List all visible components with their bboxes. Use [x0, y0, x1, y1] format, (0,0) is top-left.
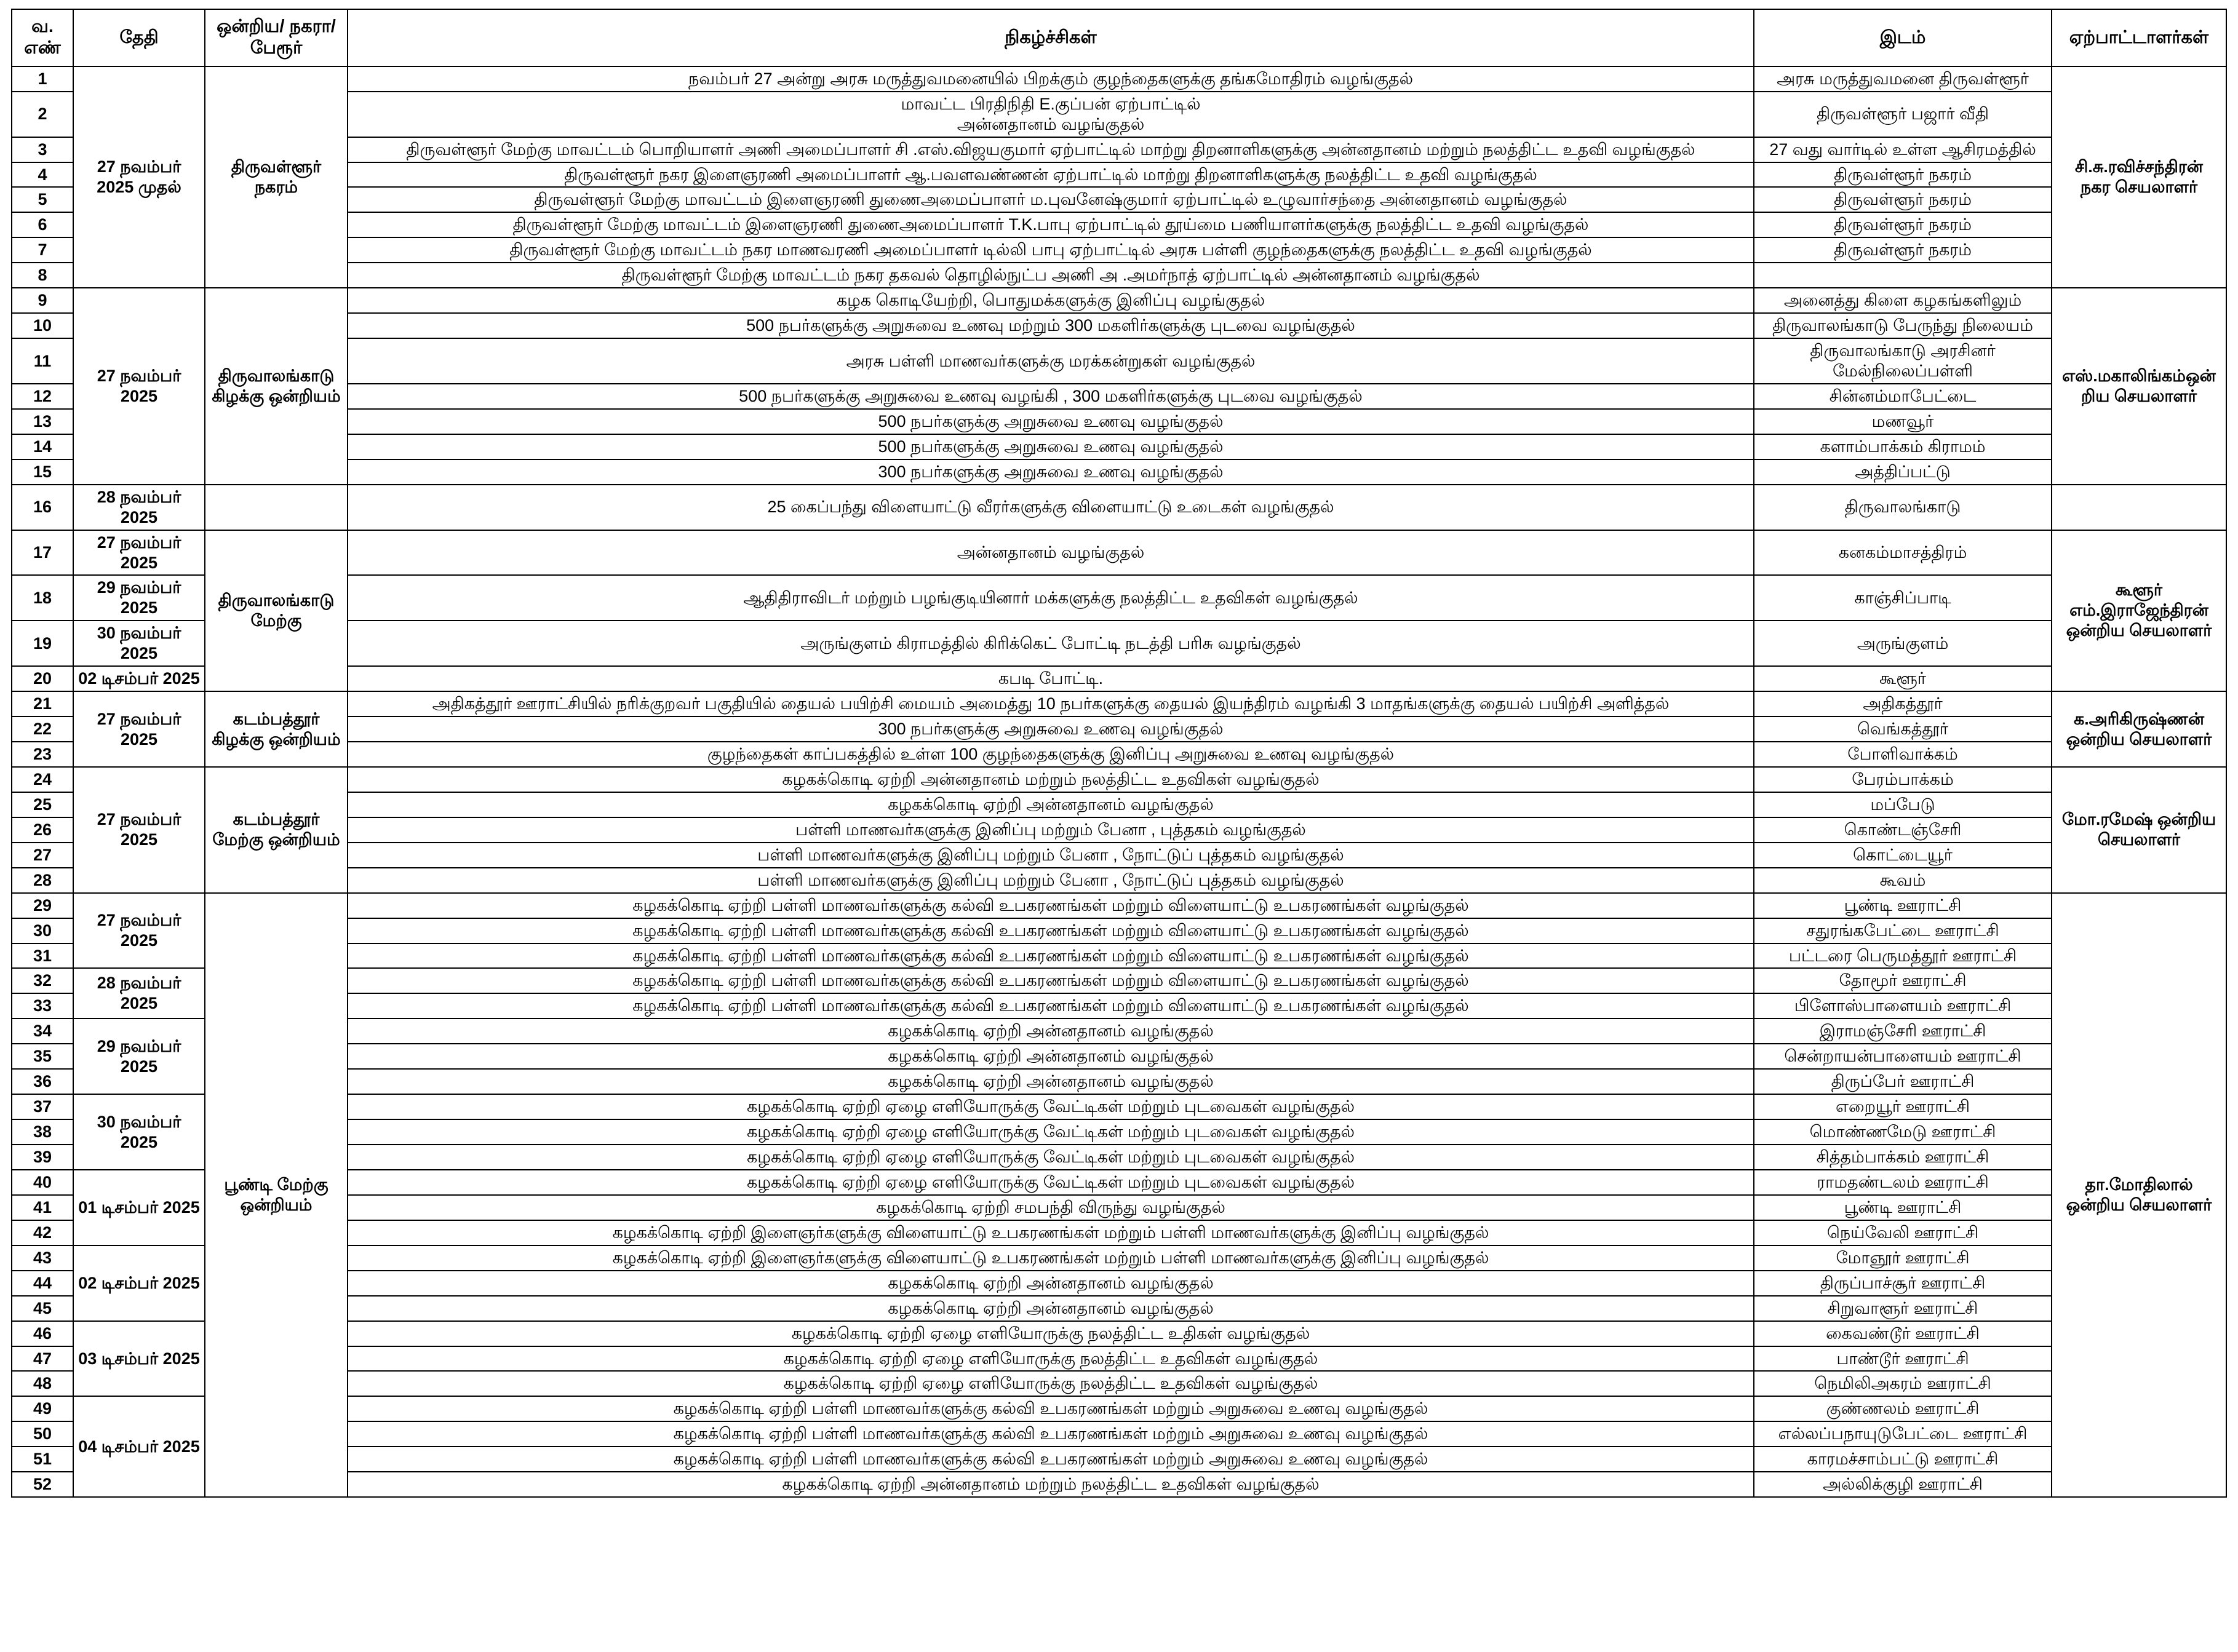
- table-row: [12, 893, 2226, 918]
- cell-serial: 35: [12, 1044, 73, 1069]
- cell-event: கழகக்கொடி ஏற்றி அன்னதானம் வழங்குதல்: [348, 1044, 1754, 1069]
- cell-serial: 14: [12, 434, 73, 459]
- table-row: [12, 691, 2226, 717]
- cell-serial: 37: [12, 1094, 73, 1119]
- cell-place: அரசு மருத்துவமனை திருவள்ளூர்: [1754, 66, 2052, 92]
- cell-event: அரசு பள்ளி மாணவர்களுக்கு மரக்கன்றுகள் வழங்குதல்: [348, 338, 1754, 384]
- cell-place: பேரம்பாக்கம்: [1754, 767, 2052, 792]
- cell-event: கழகக்கொடி ஏற்றி பள்ளி மாணவர்களுக்கு கல்வி உபகரணங்கள் மற்றும் விளையாட்டு உபகரணங்கள் வழங்குதல்: [348, 918, 1754, 943]
- cell-serial: 7: [12, 237, 73, 263]
- cell-serial: 26: [12, 817, 73, 843]
- cell-place: சதுரங்கபேட்டை ஊராட்சி: [1754, 918, 2052, 943]
- cell-organizer: மோ.ரமேஷ் ஒன்றிய செயலாளர்: [2052, 767, 2226, 893]
- cell-event: அதிகத்தூர் ஊராட்சியில் நரிக்குறவர் பகுதியில் தையல் பயிற்சி மையம் அமைத்து 10 நபர்களுக்கு தையல் இயந்திரம் வழங்கி 3 மாதங்களுக்கு தையல் பயிற்சி அளித்தல்: [348, 691, 1754, 717]
- table-row: [12, 66, 2226, 92]
- cell-place: கூவம்: [1754, 868, 2052, 893]
- cell-event: கழகக்கொடி ஏற்றி பள்ளி மாணவர்களுக்கு கல்வி உபகரணங்கள் மற்றும் விளையாட்டு உபகரணங்கள் வழங்குதல்: [348, 993, 1754, 1019]
- cell-organizer: கூளூர் எம்.இராஜேந்திரன் ஒன்றிய செயலாளர்: [2052, 530, 2226, 692]
- header-event: நிகழ்ச்சிகள்: [348, 9, 1754, 66]
- cell-date: 27 நவம்பர் 2025: [73, 288, 205, 485]
- cell-event: கழகக்கொடி ஏற்றி அன்னதானம் வழங்குதல்: [348, 792, 1754, 817]
- cell-place: திருப்பேர் ஊராட்சி: [1754, 1069, 2052, 1094]
- cell-event: கழகக்கொடி ஏற்றி சமபந்தி விருந்து வழங்குதல்: [348, 1195, 1754, 1220]
- cell-union: திருவள்ளூர் நகரம்: [205, 66, 348, 288]
- cell-place: அதிகத்தூர்: [1754, 691, 2052, 717]
- cell-serial: 40: [12, 1170, 73, 1195]
- cell-place: நெமிலிஅகரம் ஊராட்சி: [1754, 1371, 2052, 1396]
- cell-place: தோமூர் ஊராட்சி: [1754, 968, 2052, 993]
- cell-place: எல்லப்பநாயுடுபேட்டை ஊராட்சி: [1754, 1421, 2052, 1447]
- cell-event: கழகக்கொடி ஏற்றி ஏழை எளியோருக்கு நலத்திட்ட உதிகள் வழங்குதல்: [348, 1321, 1754, 1346]
- cell-event: கழகக்கொடி ஏற்றி அன்னதானம் வழங்குதல்: [348, 1069, 1754, 1094]
- cell-place: அனைத்து கிளை கழகங்களிலும்: [1754, 288, 2052, 313]
- cell-event: கழகக்கொடி ஏற்றி ஏழை எளியோருக்கு வேட்டிகள் மற்றும் புடவைகள் வழங்குதல்: [348, 1145, 1754, 1170]
- cell-date: 28 நவம்பர் 2025: [73, 968, 205, 1019]
- cell-place: களாம்பாக்கம் கிராமம்: [1754, 434, 2052, 459]
- cell-place: திருப்பாச்சூர் ஊராட்சி: [1754, 1271, 2052, 1296]
- cell-event: அன்னதானம் வழங்குதல்: [348, 530, 1754, 576]
- cell-serial: 15: [12, 459, 73, 485]
- cell-serial: 24: [12, 767, 73, 792]
- cell-event: கபடி போட்டி.: [348, 666, 1754, 691]
- cell-place: பூண்டி ஊராட்சி: [1754, 893, 2052, 918]
- cell-event: கழகக்கொடி ஏற்றி பள்ளி மாணவர்களுக்கு கல்வி உபகரணங்கள் மற்றும் அறுசுவை உணவு வழங்குதல்: [348, 1396, 1754, 1421]
- cell-place: கொட்டையூர்: [1754, 843, 2052, 868]
- cell-serial: 33: [12, 993, 73, 1019]
- table-body: [12, 66, 2226, 1497]
- cell-event: கழகக்கொடி ஏற்றி அன்னதானம் வழங்குதல்: [348, 1271, 1754, 1296]
- cell-place: கைவண்டூர் ஊராட்சி: [1754, 1321, 2052, 1346]
- cell-place: கொண்டஞ்சேரி: [1754, 817, 2052, 843]
- cell-event: திருவள்ளூர் மேற்கு மாவட்டம் நகர மாணவரணி அமைப்பாளர் டில்லி பாபு ஏற்பாட்டில் அரசு பள்ளி குழந்தைகளுக்கு நலத்திட்ட உதவி வழங்குதல்: [348, 237, 1754, 263]
- cell-serial: 41: [12, 1195, 73, 1220]
- cell-serial: 11: [12, 338, 73, 384]
- cell-place: மோஞூர் ஊராட்சி: [1754, 1245, 2052, 1271]
- cell-date: 27 நவம்பர் 2025: [73, 767, 205, 893]
- cell-serial: 16: [12, 485, 73, 530]
- cell-place: பட்டரை பெருமத்தூர் ஊராட்சி: [1754, 943, 2052, 969]
- table-row: [12, 530, 2226, 576]
- cell-date: 29 நவம்பர் 2025: [73, 575, 205, 621]
- cell-serial: 19: [12, 621, 73, 666]
- cell-event: திருவள்ளூர் மேற்கு மாவட்டம் நகர தகவல் தொழில்நுட்ப அணி அ .அமர்நாத் ஏற்பாட்டில் அன்னதானம் வழங்குதல்: [348, 263, 1754, 288]
- cell-serial: 51: [12, 1447, 73, 1472]
- cell-date: 02 டிசம்பர் 2025: [73, 1245, 205, 1321]
- cell-union: பூண்டி மேற்கு ஒன்றியம்: [205, 893, 348, 1498]
- cell-event: கழகக்கொடி ஏற்றி இளைஞர்களுக்கு விளையாட்டு உபகரணங்கள் மற்றும் பள்ளி மாணவர்களுக்கு இனிப்பு வழங்குதல்: [348, 1245, 1754, 1271]
- table-row: [12, 288, 2226, 313]
- cell-serial: 50: [12, 1421, 73, 1447]
- cell-event: 300 நபர்களுக்கு அறுசுவை உணவு வழங்குதல்: [348, 459, 1754, 485]
- cell-event: கழகக்கொடி ஏற்றி ஏழை எளியோருக்கு நலத்திட்ட உதவிகள் வழங்குதல்: [348, 1346, 1754, 1372]
- cell-union: திருவாலங்காடு மேற்கு: [205, 530, 348, 692]
- cell-serial: 45: [12, 1296, 73, 1321]
- cell-serial: 21: [12, 691, 73, 717]
- cell-event: கழகக்கொடி ஏற்றி ஏழை எளியோருக்கு வேட்டிகள் மற்றும் புடவைகள் வழங்குதல்: [348, 1170, 1754, 1195]
- cell-date: 30 நவம்பர் 2025: [73, 1094, 205, 1170]
- cell-place: 27 வது வார்டில் உள்ள ஆசிரமத்தில்: [1754, 137, 2052, 162]
- cell-place: திருவள்ளூர் நகரம்: [1754, 162, 2052, 188]
- cell-union: கடம்பத்தூர் கிழக்கு ஒன்றியம்: [205, 691, 348, 767]
- cell-place: திருவள்ளூர் நகரம்: [1754, 187, 2052, 212]
- cell-place: ராமதண்டலம் ஊராட்சி: [1754, 1170, 2052, 1195]
- cell-place: கனகம்மாசத்திரம்: [1754, 530, 2052, 576]
- cell-event: திருவள்ளூர் மேற்கு மாவட்டம் இளைஞரணி துணைஅமைப்பாளர் ம.புவனேஷ்குமார் ஏற்பாட்டில் உழுவார்சந்தை அன்னதானம் வழங்குதல்: [348, 187, 1754, 212]
- cell-event: 300 நபர்களுக்கு அறுசுவை உணவு வழங்குதல்: [348, 717, 1754, 742]
- cell-event: கழகக்கொடி ஏற்றி அன்னதானம் வழங்குதல்: [348, 1019, 1754, 1044]
- cell-union: [205, 485, 348, 530]
- cell-organizer: க.அரிகிருஷ்ணன் ஒன்றிய செயலாளர்: [2052, 691, 2226, 767]
- cell-serial: 22: [12, 717, 73, 742]
- cell-union: கடம்பத்தூர் மேற்கு ஒன்றியம்: [205, 767, 348, 893]
- cell-place: திருவாலங்காடு: [1754, 485, 2052, 530]
- cell-place: அல்லிக்குழி ஊராட்சி: [1754, 1472, 2052, 1497]
- cell-place: காரமச்சாம்பட்டு ஊராட்சி: [1754, 1447, 2052, 1472]
- cell-event: பள்ளி மாணவர்களுக்கு இனிப்பு மற்றும் பேனா , புத்தகம் வழங்குதல்: [348, 817, 1754, 843]
- cell-place: வெங்கத்தூர்: [1754, 717, 2052, 742]
- cell-event: பள்ளி மாணவர்களுக்கு இனிப்பு மற்றும் பேனா , நோட்டுப் புத்தகம் வழங்குதல்: [348, 843, 1754, 868]
- cell-place: மணவூர்: [1754, 409, 2052, 434]
- header-organizer: ஏற்பாட்டாளர்கள்: [2052, 9, 2226, 66]
- cell-organizer: எஸ்.மகாலிங்கம்ஒன்றிய செயலாளர்: [2052, 288, 2226, 485]
- cell-place: நெய்வேலி ஊராட்சி: [1754, 1220, 2052, 1245]
- cell-serial: 36: [12, 1069, 73, 1094]
- header-serial: வ. எண்: [12, 9, 73, 66]
- cell-place: சென்றாயன்பாளையம் ஊராட்சி: [1754, 1044, 2052, 1069]
- cell-serial: 49: [12, 1396, 73, 1421]
- cell-serial: 17: [12, 530, 73, 576]
- cell-event: அருங்குளம் கிராமத்தில் கிரிக்கெட் போட்டி நடத்தி பரிசு வழங்குதல்: [348, 621, 1754, 666]
- cell-event: 500 நபர்களுக்கு அறுசுவை உணவு வழங்கி , 300 மகளிர்களுக்கு புடவை வழங்குதல்: [348, 384, 1754, 409]
- cell-serial: 32: [12, 968, 73, 993]
- cell-organizer: சி.சு.ரவிச்சந்திரன் நகர செயலாளர்: [2052, 66, 2226, 288]
- cell-date: 01 டிசம்பர் 2025: [73, 1170, 205, 1245]
- cell-date: 27 நவம்பர் 2025 முதல்: [73, 66, 205, 288]
- cell-serial: 38: [12, 1119, 73, 1145]
- cell-place: போளிவாக்கம்: [1754, 742, 2052, 767]
- cell-place: பாண்டூர் ஊராட்சி: [1754, 1346, 2052, 1372]
- cell-serial: 34: [12, 1019, 73, 1044]
- cell-event: 500 நபர்களுக்கு அறுசுவை உணவு மற்றும் 300 மகளிர்களுக்கு புடவை வழங்குதல்: [348, 313, 1754, 338]
- cell-place: மப்பேடு: [1754, 792, 2052, 817]
- cell-serial: 31: [12, 943, 73, 969]
- cell-serial: 28: [12, 868, 73, 893]
- cell-event: கழகக்கொடி ஏற்றி அன்னதானம் மற்றும் நலத்திட்ட உதவிகள் வழங்குதல்: [348, 767, 1754, 792]
- cell-serial: 44: [12, 1271, 73, 1296]
- header-date: தேதி: [73, 9, 205, 66]
- cell-serial: 2: [12, 92, 73, 137]
- cell-date: 03 டிசம்பர் 2025: [73, 1321, 205, 1397]
- schedule-table: [11, 9, 2227, 1498]
- cell-serial: 47: [12, 1346, 73, 1372]
- cell-date: 29 நவம்பர் 2025: [73, 1019, 205, 1094]
- cell-place: மொண்ணமேடு ஊராட்சி: [1754, 1119, 2052, 1145]
- cell-serial: 20: [12, 666, 73, 691]
- cell-serial: 18: [12, 575, 73, 621]
- cell-event: 500 நபர்களுக்கு அறுசுவை உணவு வழங்குதல்: [348, 409, 1754, 434]
- cell-place: அத்திப்பட்டு: [1754, 459, 2052, 485]
- cell-event: கழகக்கொடி ஏற்றி அன்னதானம் மற்றும் நலத்திட்ட உதவிகள் வழங்குதல்: [348, 1472, 1754, 1497]
- cell-serial: 39: [12, 1145, 73, 1170]
- cell-serial: 13: [12, 409, 73, 434]
- cell-event: பள்ளி மாணவர்களுக்கு இனிப்பு மற்றும் பேனா , நோட்டுப் புத்தகம் வழங்குதல்: [348, 868, 1754, 893]
- cell-union: திருவாலங்காடு கிழக்கு ஒன்றியம்: [205, 288, 348, 485]
- cell-serial: 8: [12, 263, 73, 288]
- cell-serial: 23: [12, 742, 73, 767]
- cell-place: பிளோஸ்பாளையம் ஊராட்சி: [1754, 993, 2052, 1019]
- cell-date: 02 டிசம்பர் 2025: [73, 666, 205, 691]
- cell-place: சின்னம்மாபேட்டை: [1754, 384, 2052, 409]
- cell-serial: 29: [12, 893, 73, 918]
- cell-event: கழகக்கொடி ஏற்றி இளைஞர்களுக்கு விளையாட்டு உபகரணங்கள் மற்றும் பள்ளி மாணவர்களுக்கு இனிப்பு வழங்குதல்: [348, 1220, 1754, 1245]
- cell-serial: 3: [12, 137, 73, 162]
- cell-place: எறையூர் ஊராட்சி: [1754, 1094, 2052, 1119]
- cell-serial: 48: [12, 1371, 73, 1396]
- cell-date: 04 டிசம்பர் 2025: [73, 1396, 205, 1497]
- cell-serial: 27: [12, 843, 73, 868]
- header-row: [12, 9, 2226, 66]
- cell-event: 500 நபர்களுக்கு அறுசுவை உணவு வழங்குதல்: [348, 434, 1754, 459]
- cell-place: இராமஞ்சேரி ஊராட்சி: [1754, 1019, 2052, 1044]
- cell-place: பூண்டி ஊராட்சி: [1754, 1195, 2052, 1220]
- cell-date: 27 நவம்பர் 2025: [73, 691, 205, 767]
- cell-place: அருங்குளம்: [1754, 621, 2052, 666]
- cell-serial: 9: [12, 288, 73, 313]
- header-union: ஒன்றிய/ நகரா/ பேரூர்: [205, 9, 348, 66]
- cell-date: 27 நவம்பர் 2025: [73, 530, 205, 576]
- cell-place: [1754, 263, 2052, 288]
- cell-serial: 10: [12, 313, 73, 338]
- cell-serial: 46: [12, 1321, 73, 1346]
- cell-event: கழக கொடியேற்றி, பொதுமக்களுக்கு இனிப்பு வழங்குதல்: [348, 288, 1754, 313]
- cell-serial: 30: [12, 918, 73, 943]
- cell-event: 25 கைப்பந்து விளையாட்டு வீரர்களுக்கு விளையாட்டு உடைகள் வழங்குதல்: [348, 485, 1754, 530]
- cell-date: 28 நவம்பர் 2025: [73, 485, 205, 530]
- cell-serial: 25: [12, 792, 73, 817]
- cell-place: திருவள்ளூர் பஜார் வீதி: [1754, 92, 2052, 137]
- cell-event: குழந்தைகள் காப்பகத்தில் உள்ள 100 குழந்தைகளுக்கு இனிப்பு அறுசுவை உணவு வழங்குதல்: [348, 742, 1754, 767]
- cell-place: திருவாலங்காடு அரசினர் மேல்நிலைப்பள்ளி: [1754, 338, 2052, 384]
- header-place: இடம்: [1754, 9, 2052, 66]
- cell-place: சிறுவாளூர் ஊராட்சி: [1754, 1296, 2052, 1321]
- cell-event: திருவள்ளூர் மேற்கு மாவட்டம் பொறியாளர் அணி அமைப்பாளர் சி .எஸ்.விஜயகுமார் ஏற்பாட்டில் மாற்று திறனாளிகளுக்கு அன்னதானம் மற்றும் நலத்திட்ட உதவி வழங்குதல்: [348, 137, 1754, 162]
- cell-event: கழகக்கொடி ஏற்றி ஏழை எளியோருக்கு வேட்டிகள் மற்றும் புடவைகள் வழங்குதல்: [348, 1094, 1754, 1119]
- cell-place: குண்ணலம் ஊராட்சி: [1754, 1396, 2052, 1421]
- cell-event: கழகக்கொடி ஏற்றி பள்ளி மாணவர்களுக்கு கல்வி உபகரணங்கள் மற்றும் அறுசுவை உணவு வழங்குதல்: [348, 1421, 1754, 1447]
- table-row: [12, 767, 2226, 792]
- cell-event: கழகக்கொடி ஏற்றி ஏழை எளியோருக்கு நலத்திட்ட உதவிகள் வழங்குதல்: [348, 1371, 1754, 1396]
- cell-organizer: தா.மோதிலால் ஒன்றிய செயலாளர்: [2052, 893, 2226, 1498]
- cell-organizer: [2052, 485, 2226, 530]
- cell-place: திருவாலங்காடு பேருந்து நிலையம்: [1754, 313, 2052, 338]
- cell-event: கழகக்கொடி ஏற்றி ஏழை எளியோருக்கு வேட்டிகள் மற்றும் புடவைகள் வழங்குதல்: [348, 1119, 1754, 1145]
- table-header: [12, 9, 2226, 66]
- cell-place: திருவள்ளூர் நகரம்: [1754, 212, 2052, 237]
- cell-event: மாவட்ட பிரதிநிதி E.குப்பன் ஏற்பாட்டில் அன்னதானம் வழங்குதல்: [348, 92, 1754, 137]
- cell-serial: 12: [12, 384, 73, 409]
- cell-date: 27 நவம்பர் 2025: [73, 893, 205, 969]
- cell-event: கழகக்கொடி ஏற்றி பள்ளி மாணவர்களுக்கு கல்வி உபகரணங்கள் மற்றும் அறுசுவை உணவு வழங்குதல்: [348, 1447, 1754, 1472]
- cell-event: கழகக்கொடி ஏற்றி பள்ளி மாணவர்களுக்கு கல்வி உபகரணங்கள் மற்றும் விளையாட்டு உபகரணங்கள் வழங்குதல்: [348, 893, 1754, 918]
- cell-event: கழகக்கொடி ஏற்றி பள்ளி மாணவர்களுக்கு கல்வி உபகரணங்கள் மற்றும் விளையாட்டு உபகரணங்கள் வழங்குதல்: [348, 943, 1754, 969]
- cell-event: நவம்பர் 27 அன்று அரசு மருத்துவமனையில் பிறக்கும் குழந்தைகளுக்கு தங்கமோதிரம் வழங்குதல்: [348, 66, 1754, 92]
- cell-serial: 42: [12, 1220, 73, 1245]
- cell-event: திருவள்ளூர் நகர இளைஞரணி அமைப்பாளர் ஆ.பவளவண்ணன் ஏற்பாட்டில் மாற்று திறனாளிகளுக்கு நலத்திட்ட உதவி வழங்குதல்: [348, 162, 1754, 188]
- cell-place: காஞ்சிப்பாடி: [1754, 575, 2052, 621]
- cell-serial: 1: [12, 66, 73, 92]
- cell-serial: 6: [12, 212, 73, 237]
- table-row: [12, 485, 2226, 530]
- cell-serial: 4: [12, 162, 73, 188]
- cell-place: கூளூர்: [1754, 666, 2052, 691]
- cell-place: திருவள்ளூர் நகரம்: [1754, 237, 2052, 263]
- cell-event: ஆதிதிராவிடர் மற்றும் பழங்குடியினார் மக்களுக்கு நலத்திட்ட உதவிகள் வழங்குதல்: [348, 575, 1754, 621]
- cell-date: 30 நவம்பர் 2025: [73, 621, 205, 666]
- cell-event: கழகக்கொடி ஏற்றி பள்ளி மாணவர்களுக்கு கல்வி உபகரணங்கள் மற்றும் விளையாட்டு உபகரணங்கள் வழங்குதல்: [348, 968, 1754, 993]
- cell-serial: 5: [12, 187, 73, 212]
- cell-serial: 43: [12, 1245, 73, 1271]
- cell-place: சித்தம்பாக்கம் ஊராட்சி: [1754, 1145, 2052, 1170]
- cell-event: கழகக்கொடி ஏற்றி அன்னதானம் வழங்குதல்: [348, 1296, 1754, 1321]
- cell-serial: 52: [12, 1472, 73, 1497]
- cell-event: திருவள்ளூர் மேற்கு மாவட்டம் இளைஞரணி துணைஅமைப்பாளர் T.K.பாபு ஏற்பாட்டில் தூய்மை பணியாளர்களுக்கு நலத்திட்ட உதவி வழங்குதல்: [348, 212, 1754, 237]
